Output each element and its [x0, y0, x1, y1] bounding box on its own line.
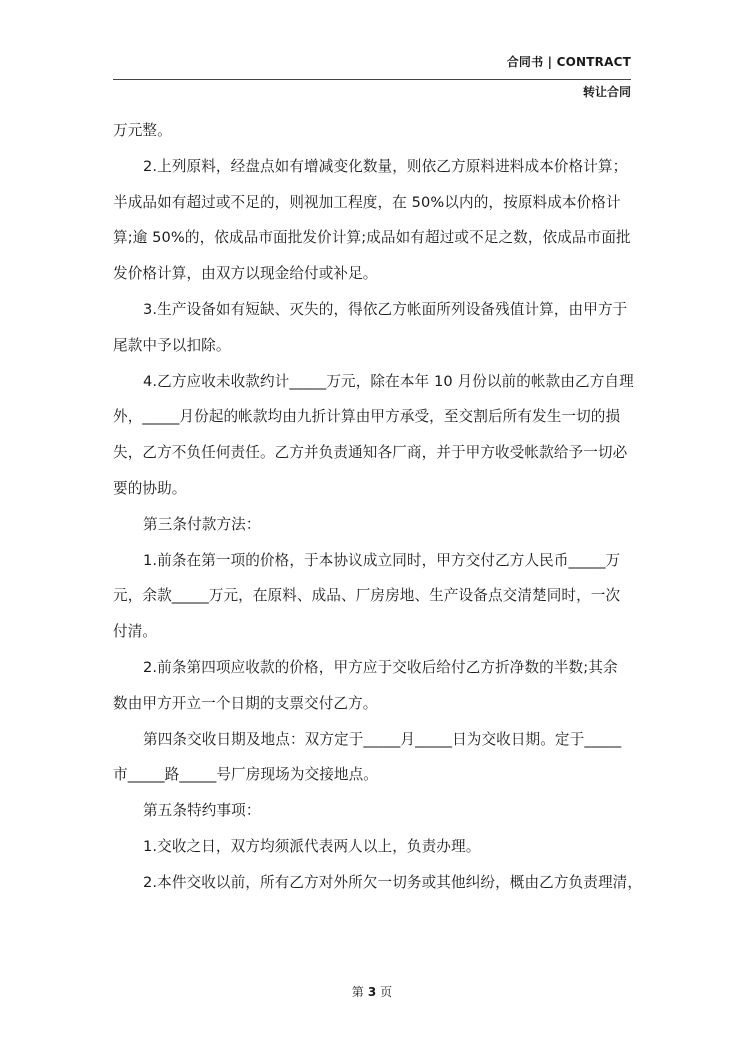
- text-line: 失，乙方不负任何责任。乙方并负责通知各厂商，并于甲方收受帐款给予一切必: [113, 444, 628, 462]
- section-heading: 第三条付款方法：: [143, 515, 261, 533]
- text-line: 要的协助。: [113, 479, 187, 497]
- text-line: 付清。: [113, 623, 158, 641]
- text-line: 半成品如有超过或不足的，则视加工程度，在 50%以内的，按原料成本价格计: [113, 193, 621, 211]
- text-line: 外，_____月份起的帐款均由九折计算由甲方承受，至交割后所有发生一切的损: [113, 408, 621, 426]
- text-line: 2.上列原料，经盘点如有增减变化数量，则依乙方原料进料成本价格计算；: [143, 157, 628, 175]
- text-line: 算;逾 50%的，依成品市面批发价计算;成品如有超过或不足之数，依成品市面批: [113, 229, 631, 247]
- text-line: 万元整。: [113, 122, 172, 139]
- text-line: 发价格计算，由双方以现金给付或补足。: [113, 265, 378, 283]
- footer-prefix: 第: [351, 985, 364, 999]
- text-line: 尾款中予以扣除。: [113, 336, 231, 354]
- section-heading: 第四条交收日期及地点：双方定于_____月_____日为交收日期。定于_____: [143, 730, 622, 748]
- footer-suffix: 页: [380, 985, 393, 999]
- section-heading: 第五条特约事项：: [143, 802, 261, 820]
- text-line: 3.生产设备如有短缺、灭失的，得依乙方帐面所列设备残值计算，由甲方于: [143, 300, 628, 318]
- header-title: 合同书 | CONTRACT: [506, 55, 631, 69]
- text-line: 市_____路_____号厂房现场为交接地点。: [113, 766, 378, 784]
- document-body: [113, 113, 643, 901]
- header-subtitle: 转让合同: [582, 85, 631, 99]
- text-line: 2.前条第四项应收款的价格，甲方应于交收后给付乙方折净数的半数;其余: [143, 658, 618, 676]
- page-footer: [0, 983, 744, 1000]
- header-divider: [113, 79, 631, 80]
- text-line: 2.本件交收以前，所有乙方对外所欠一切务或其他纠纷，概由乙方负责理清，: [143, 873, 643, 891]
- page-number: 3: [367, 985, 377, 999]
- text-line: 1.交收之日，双方均须派代表两人以上，负责办理。: [143, 837, 481, 855]
- text-line: 1.前条在第一项的价格，于本协议成立同时，甲方交付乙方人民币_____万: [143, 551, 621, 569]
- text-line: 4.乙方应收未收款约计_____万元，除在本年 10 月份以前的帐款由乙方自理: [143, 372, 634, 390]
- text-line: 数由甲方开立一个日期的支票交付乙方。: [113, 694, 378, 712]
- text-line: 元，余款_____万元，在原料、成品、厂房房地、生产设备点交清楚同时，一次: [113, 587, 621, 605]
